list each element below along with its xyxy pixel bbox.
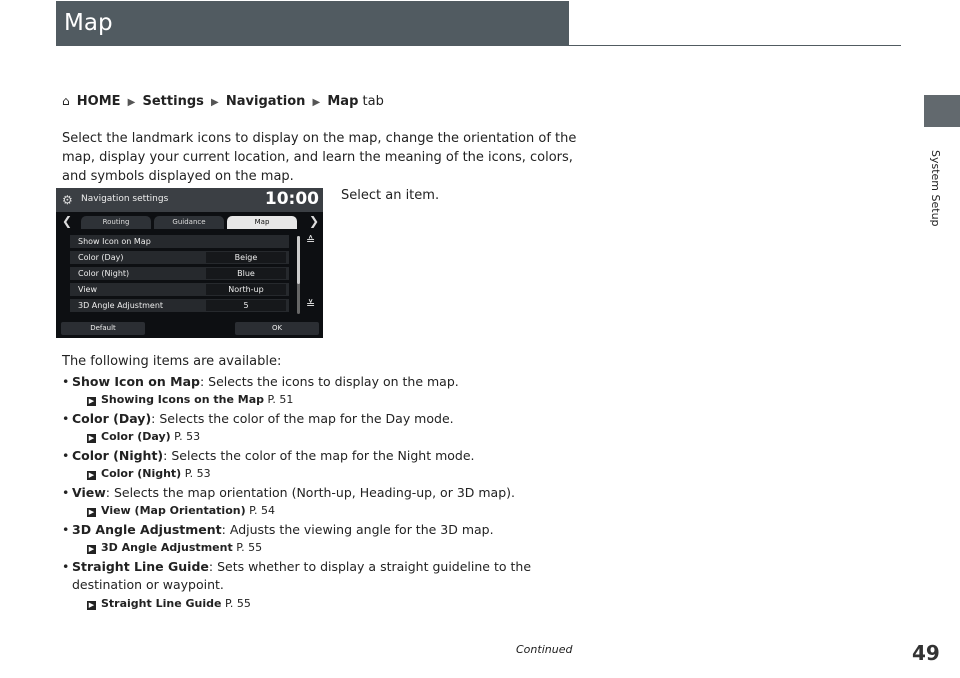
row-show-icon-on-map[interactable]	[70, 235, 289, 248]
page-reference[interactable]	[87, 430, 200, 443]
bullet: •	[62, 522, 70, 537]
page-reference[interactable]	[87, 393, 293, 406]
item-term: 3D Angle Adjustment	[72, 522, 222, 537]
reference-arrow-icon: ▶	[88, 471, 95, 479]
gear-icon: ⚙	[62, 193, 73, 207]
tab-map[interactable]: Map	[227, 216, 297, 229]
reference-arrow-icon: ▶	[88, 508, 95, 516]
path-settings: Settings	[142, 94, 204, 109]
arrow-right-icon: ▶	[211, 97, 219, 108]
reference-arrow-icon: ▶	[88, 397, 95, 405]
row-value: Blue	[206, 268, 286, 279]
ref-page: P. 54	[249, 504, 276, 517]
scrollbar-thumb[interactable]	[297, 236, 300, 284]
item-term: View	[72, 485, 106, 500]
page-reference[interactable]	[87, 467, 211, 480]
reference-arrow-icon: ▶	[88, 434, 95, 442]
item-term: Color (Day)	[72, 411, 152, 426]
select-item-caption: Select an item.	[341, 188, 440, 203]
page-number: 49	[912, 641, 940, 665]
screen-header	[56, 188, 323, 212]
double-chevron-down-icon[interactable]: ≚	[306, 298, 316, 311]
row-3d-angle-adjustment[interactable]	[70, 299, 289, 312]
item-desc: : Adjusts the viewing angle for the 3D map.	[221, 522, 494, 537]
page-reference[interactable]	[87, 504, 275, 517]
item-term: Color (Night)	[72, 448, 164, 463]
title-rule	[56, 45, 901, 46]
item-term: Straight Line Guide	[72, 559, 209, 574]
tab-guidance[interactable]: Guidance	[154, 216, 224, 229]
ref-page: P. 53	[184, 467, 211, 480]
ref-title: Showing Icons on the Map	[101, 393, 264, 406]
path-map: Map	[327, 94, 359, 109]
row-value: 5	[206, 300, 286, 311]
list-item	[62, 521, 582, 539]
item-desc: : Selects the icons to display on the map.	[199, 374, 459, 389]
ref-title: Straight Line Guide	[101, 597, 222, 610]
row-color-day[interactable]	[70, 251, 289, 264]
list-item	[62, 484, 582, 502]
page-title: Map	[56, 1, 569, 46]
row-label: 3D Angle Adjustment	[78, 301, 164, 310]
reference-arrow-icon: ▶	[88, 545, 95, 553]
arrow-right-icon: ▶	[127, 97, 136, 108]
intro-paragraph: Select the landmark icons to display on the map, change the orientation of the map, display your current location, and learn the meaning of the icons, colors, and symbols displayed on the map.	[62, 131, 577, 184]
bullet: •	[62, 411, 70, 426]
ref-title: 3D Angle Adjustment	[101, 541, 233, 554]
row-view[interactable]	[70, 283, 289, 296]
double-chevron-up-icon[interactable]: ≙	[306, 234, 316, 247]
list-item	[62, 373, 582, 391]
row-value: Beige	[206, 252, 286, 263]
list-item	[62, 447, 582, 465]
item-desc: : Selects the color of the map for the Night mode.	[163, 448, 475, 463]
item-term: Show Icon on Map	[72, 374, 200, 389]
row-label: Show Icon on Map	[78, 237, 151, 246]
row-label: Color (Day)	[78, 253, 124, 262]
side-tab-marker	[924, 95, 960, 127]
bullet: •	[62, 559, 70, 574]
bullet: •	[62, 374, 70, 389]
default-button[interactable]: Default	[61, 322, 145, 335]
continued-label: Continued	[516, 643, 573, 656]
bullet: •	[62, 448, 70, 463]
chevron-left-icon[interactable]: ❮	[62, 214, 73, 228]
page-reference[interactable]	[87, 597, 251, 610]
scrollbar[interactable]	[297, 236, 300, 314]
available-intro: The following items are available:	[62, 354, 282, 369]
screen-title: Navigation settings	[81, 194, 169, 204]
arrow-right-icon: ▶	[312, 97, 321, 108]
screen-tab-row	[56, 214, 323, 230]
item-desc: : Selects the map orientation (North-up, Heading-up, or 3D map).	[105, 485, 515, 500]
path-suffix: tab	[362, 94, 384, 109]
ok-button[interactable]: OK	[235, 322, 319, 335]
reference-arrow-icon: ▶	[88, 601, 95, 609]
row-label: Color (Night)	[78, 269, 130, 278]
row-value: North-up	[206, 284, 286, 295]
item-desc: : Sets whether to display a straight guideline to the destination or waypoint.	[72, 559, 532, 592]
menu-path	[62, 94, 384, 109]
item-desc: : Selects the color of the map for the Day mode.	[151, 411, 454, 426]
row-color-night[interactable]	[70, 267, 289, 280]
ref-page: P. 53	[174, 430, 201, 443]
page-reference[interactable]	[87, 541, 262, 554]
list-item	[62, 410, 582, 428]
tab-routing[interactable]: Routing	[81, 216, 151, 229]
ref-page: P. 55	[224, 597, 251, 610]
chevron-right-icon[interactable]: ❯	[309, 214, 320, 228]
home-icon: ⌂	[62, 94, 70, 108]
ref-page: P. 51	[267, 393, 294, 406]
bullet: •	[62, 485, 70, 500]
ref-page: P. 55	[236, 541, 263, 554]
list-item	[62, 558, 542, 594]
path-home: HOME	[76, 94, 121, 109]
ref-title: View (Map Orientation)	[101, 504, 246, 517]
screen-clock: 10:00	[264, 189, 319, 209]
ref-title: Color (Night)	[101, 467, 182, 480]
path-navigation: Navigation	[225, 94, 306, 109]
ref-title: Color (Day)	[101, 430, 171, 443]
navigation-settings-screen	[56, 188, 323, 338]
row-label: View	[78, 285, 97, 294]
side-tab-label: System Setup	[929, 150, 942, 227]
